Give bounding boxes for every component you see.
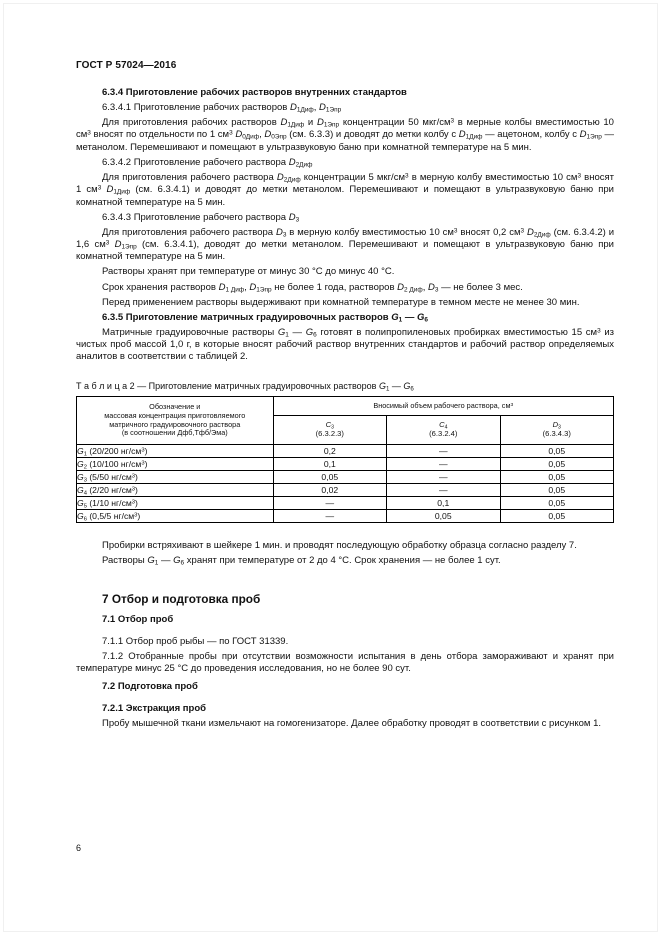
table-cell-c3: 0,02 (273, 484, 386, 497)
table-cell-d3: 0,05 (500, 484, 614, 497)
paragraph-g-storage: Растворы $G_1$ — $G_6$ хранят при температуре от 2 до 4 °С. Срок хранения — не более 1 сут. (102, 555, 501, 567)
page-number: 6 (76, 843, 82, 853)
paragraph-before-use: Перед применением растворы выдерживают при комнатной температуре в темном месте не менее 30 мин. (102, 296, 580, 308)
heading-6-3-4-3: 6.3.4.3 Приготовление рабочего раствора $D_3$ (102, 211, 300, 224)
table-cell-c4: 0,1 (387, 497, 500, 510)
table-cell-d3: 0,05 (500, 445, 614, 458)
paragraph-7-2-1: Пробу мышечной ткани измельчают на гомогенизаторе. Далее обработку проводят в соответствии с рисунком 1. (102, 717, 602, 729)
table-cell-d3: 0,05 (500, 458, 614, 471)
heading-6-3-4-1: 6.3.4.1 Приготовление рабочих растворов $D_{1Диф}$, $D_{1Эпр}$ (102, 102, 342, 114)
table-header-c4: $C_4$ (6.3.2.4) (387, 416, 500, 445)
table-cell-solution-name: $G_3$ (5/50 $нг/см^3$) (77, 471, 274, 484)
table-row (77, 484, 614, 497)
table-2-matrix-calibration-solutions (76, 396, 614, 523)
paragraph-shaker: Пробирки встряхивают в шейкере 1 мин. и проводят последующую обработку образца согласно разделу 7. (102, 540, 577, 551)
heading-7-2-1: 7.2.1 Экстракция проб (102, 702, 207, 714)
table-header-designation: Обозначение и массовая концентрация приготовляемого матричного градуировочного раствора (в соотношении Дфб,Тфб/Эма) (77, 397, 274, 445)
table-cell-solution-name: $G_1$ (20/200 $нг/см^3$) (77, 445, 274, 458)
paragraph-6-3-4-3: Для приготовления рабочего раствора $D_3$ в мерную колбу вместимостью 10 $см^3$ вносят 0,2 $см^3$ $D_{2Диф}$ (см. 6.3.4.2) и 1,6 $см^3$ $D_{1Эпр}$ (см. 6.3.4.1), доводят до метки метанолом. Перемешивают и помещают в ультразвуковую баню при комнатной температуре на 5 мин. (76, 226, 614, 263)
table-row (77, 445, 614, 458)
heading-6-3-4-2: 6.3.4.2 Приготовление рабочего раствора $D_{2Диф}$ (102, 156, 313, 169)
paragraph-7-1-2: 7.1.2 Отобранные пробы при отсутствии возможности испытания в день отбора замораживают и хранят при температуре минус 25 °С до проведения исследования, но не более 90 сут. (76, 650, 614, 675)
paragraph-7-1-1: 7.1.1 Отбор проб рыбы — по ГОСТ 31339. (102, 635, 289, 647)
table-2-caption: Т а б л и ц а 2 — Приготовление матричных градуировочных растворов $G_1$ — $G_6$ (76, 380, 414, 393)
table-cell-d3: 0,05 (500, 497, 614, 510)
table-header-c3: $C_3$ (6.3.2.3) (273, 416, 386, 445)
paragraph-storage-temperature: Растворы хранят при температуре от минус 30 °С до минус 40 °С. (102, 266, 395, 278)
running-head-standard-number: ГОСТ Р 57024—2016 (76, 60, 177, 71)
table-header-row-1 (77, 397, 614, 416)
table-cell-c4: 0,05 (387, 510, 500, 523)
table-row (77, 497, 614, 510)
paragraph-6-3-5: Матричные градуировочные растворы $G_1$ — $G_6$ готовят в полипропиленовых пробирках вместимостью 15 $см^3$ из чистых проб массой 1,0 г, в которые вносят рабочий раствор внутренних стандартов и рабочий раствор определяемых аналитов в соответствии с таблицей 2. (76, 326, 614, 363)
table-cell-c4: — (387, 445, 500, 458)
table-cell-c4: — (387, 458, 500, 471)
table-cell-c3: 0,05 (273, 471, 386, 484)
table-cell-c4: — (387, 471, 500, 484)
paragraph-6-3-4-1: Для приготовления рабочих растворов $D_{1Диф}$ и $D_{1Эпр}$ концентрации 50 мкг/$см^3$ в мерные колбы вместимостью 10 $см^3$ вносят по отдельности по 1 $см^3$ $D_{0Диф}$, $D_{0Эпр}$ (см. 6.3.3) и доводят до метки колбу с $D_{1Диф}$ — ацетоном, колбу с $D_{1Эпр}$ — метанолом. Перемешивают и помещают в ультразвуковую баню при комнатной температуре на 5 мин. (76, 117, 615, 153)
heading-7-1: 7.1 Отбор проб (102, 614, 174, 626)
paragraph-storage-term: Срок хранения растворов $D_{1 Диф}$, $D_{1Эпр}$ не более 1 года, растворов $D_{2 Диф}$, $D_3$ — не более 3 мес. (102, 281, 523, 294)
table-cell-d3: 0,05 (500, 510, 614, 523)
table-header-d3: $D_3$ (6.3.4.3) (500, 416, 614, 445)
table-cell-c3: — (273, 497, 386, 510)
table-cell-c3: 0,2 (273, 445, 386, 458)
table-row (77, 510, 614, 523)
table-row (77, 471, 614, 484)
table-cell-c3: — (273, 510, 386, 523)
page-body (76, 87, 614, 730)
table-cell-solution-name: $G_2$ (10/100 $нг/см^3$) (77, 458, 274, 471)
table-cell-solution-name: $G_6$ (0,5/5 $нг/см^3$) (77, 510, 274, 523)
table-cell-solution-name: $G_4$ (2/20 $нг/см^3$) (77, 484, 274, 497)
heading-6-3-5: 6.3.5 Приготовление матричных градуировочных растворов $G_1$ — $G_6$ (102, 311, 429, 324)
table-cell-c3: 0,1 (273, 458, 386, 471)
table-header-volume-group: Вносимый объем рабочего раствора, $см^3$ (273, 397, 613, 416)
table-cell-c4: — (387, 484, 500, 497)
heading-7-2: 7.2 Подготовка проб (102, 681, 198, 693)
table-cell-d3: 0,05 (500, 471, 614, 484)
table-cell-solution-name: $G_5$ (1/10 $нг/см^3$) (77, 497, 274, 510)
heading-6-3-4: 6.3.4 Приготовление рабочих растворов внутренних стандартов (102, 87, 407, 98)
paragraph-6-3-4-2: Для приготовления рабочего раствора $D_{2Диф}$ концентрации 5 мкг/$см^3$ в мерную колбу вместимостью 10 $см^3$ вносят 1 $см^3$ $D_{1Диф}$ (см. 6.3.4.1) и доводят до метки метанолом. Перемешивают и помещают в ультразвуковую баню при комнатной температуре на 5 мин. (76, 171, 614, 208)
heading-section-7: 7 Отбор и подготовка проб (102, 592, 261, 607)
table-row (77, 458, 614, 471)
